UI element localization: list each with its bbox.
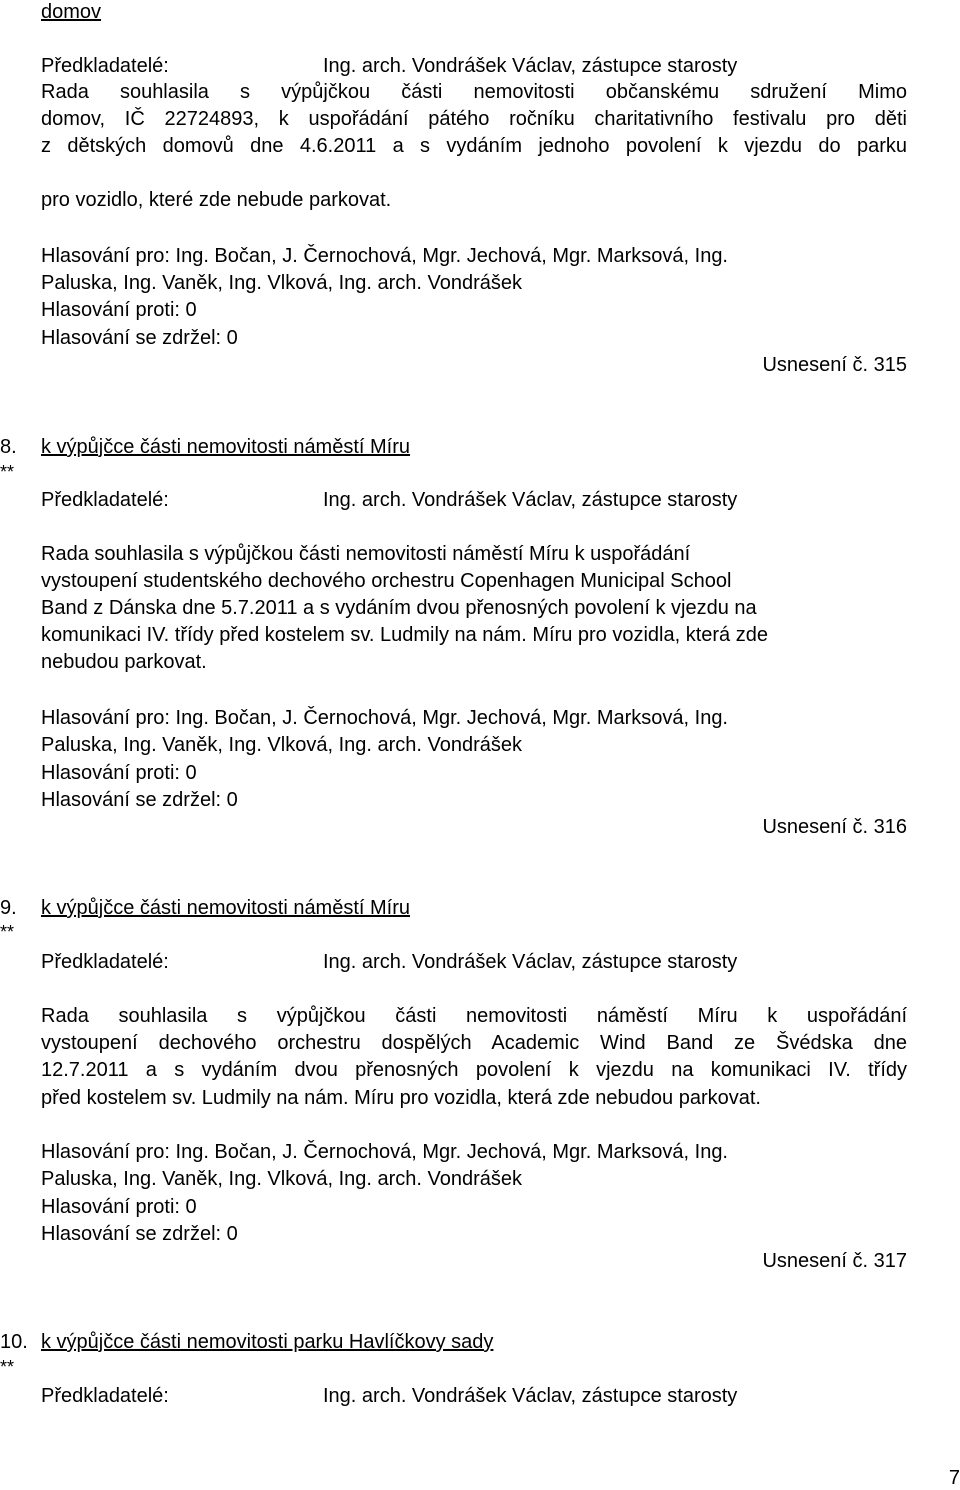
predkladatele-label: Předkladatelé: [41,1385,169,1407]
item-title: k výpůjčce části nemovitosti náměstí Míru [41,436,411,458]
predkladatel: Ing. arch. Vondrášek Václav, zástupce starosty [323,489,738,511]
votes-for: Paluska, Ing. Vaněk, Ing. Vlková, Ing. arch. Vondrášek [41,1168,523,1190]
item-stars: ** [0,922,15,942]
predkladatel: Ing. arch. Vondrášek Václav, zástupce starosty [323,1385,738,1407]
text-line: Rada souhlasila s výpůjčkou části nemovitosti náměstí Míru k uspořádání [41,1005,907,1027]
predkladatele-label: Předkladatelé: [41,55,169,77]
item-number: 8. [0,436,17,458]
resolution-number: Usnesení č. 316 [762,816,907,838]
text-line: Band z Dánska dne 5.7.2011 a s vydáním dvou přenosných povolení k vjezdu na [41,597,757,619]
text-line: Rada souhlasila s výpůjčkou části nemovitosti občanskému sdružení Mimo [41,81,907,103]
votes-for: Paluska, Ing. Vaněk, Ing. Vlková, Ing. arch. Vondrášek [41,272,523,294]
text-line: 12.7.2011 a s vydáním dvou přenosných povolení k vjezdu na komunikaci IV. třídy [41,1059,907,1081]
item-number: 9. [0,897,17,919]
item-title: k výpůjčce části nemovitosti náměstí Míru [41,897,411,919]
votes-for: Hlasování pro: Ing. Bočan, J. Černochová, Mgr. Jechová, Mgr. Marksová, Ing. [41,245,728,267]
text-line: z dětských domovů dne 4.6.2011 a s vydáním jednoho povolení k vjezdu do parku [41,135,907,157]
predkladatele-label: Předkladatelé: [41,489,169,511]
resolution-number: Usnesení č. 317 [762,1250,907,1272]
votes-for: Hlasování pro: Ing. Bočan, J. Černochová, Mgr. Jechová, Mgr. Marksová, Ing. [41,707,728,729]
votes-against: Hlasování proti: 0 [41,1196,197,1218]
text-line: vystoupení dechového orchestru dospělých Academic Wind Band ze Švédska dne [41,1032,907,1054]
text-line: pro vozidlo, které zde nebude parkovat. [41,189,392,211]
votes-abstain: Hlasování se zdržel: 0 [41,327,238,349]
item-title: k výpůjčce části nemovitosti parku Havlíčkovy sady [41,1331,494,1353]
text-line: Rada souhlasila s výpůjčkou části nemovitosti náměstí Míru k uspořádání [41,543,691,565]
predkladatel: Ing. arch. Vondrášek Václav, zástupce starosty [323,55,738,77]
text-line: vystoupení studentského dechového orchestru Copenhagen Municipal School [41,570,732,592]
predkladatele-label: Předkladatelé: [41,951,169,973]
votes-abstain: Hlasování se zdržel: 0 [41,1223,238,1245]
votes-for: Hlasování pro: Ing. Bočan, J. Černochová, Mgr. Jechová, Mgr. Marksová, Ing. [41,1141,728,1163]
item-stars: ** [0,462,15,482]
votes-abstain: Hlasování se zdržel: 0 [41,789,238,811]
top-fragment: domov [41,1,102,23]
page-number: 7 [948,1467,960,1489]
votes-against: Hlasování proti: 0 [41,762,197,784]
text-line: komunikaci IV. třídy před kostelem sv. Ludmily na nám. Míru pro vozidla, která zde [41,624,768,646]
resolution-number: Usnesení č. 315 [762,354,907,376]
item-stars: ** [0,1357,15,1377]
predkladatel: Ing. arch. Vondrášek Václav, zástupce starosty [323,951,738,973]
votes-for: Paluska, Ing. Vaněk, Ing. Vlková, Ing. arch. Vondrášek [41,734,523,756]
text-line: před kostelem sv. Ludmily na nám. Míru pro vozidla, která zde nebudou parkovat. [41,1087,761,1109]
text-line: domov, IČ 22724893, k uspořádání pátého ročníku charitativního festivalu pro děti [41,108,907,130]
item-number: 10. [0,1331,28,1353]
votes-against: Hlasování proti: 0 [41,299,197,321]
text-line: nebudou parkovat. [41,651,207,673]
